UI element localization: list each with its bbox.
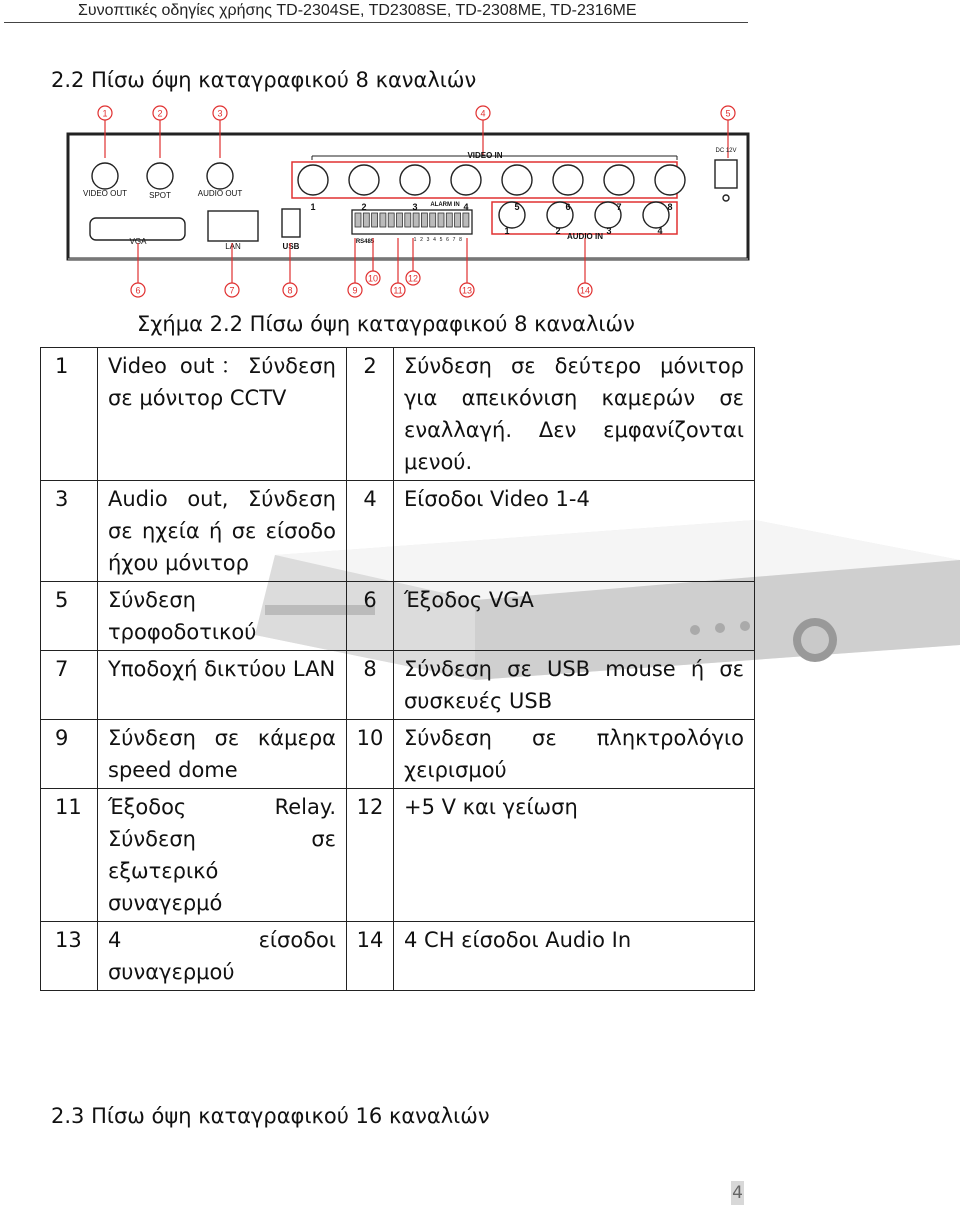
callout-number: 10 bbox=[367, 273, 379, 284]
terminal-pin bbox=[421, 213, 427, 227]
video-in-number: 3 bbox=[412, 202, 418, 212]
label-video-out: VIDEO OUT bbox=[82, 189, 128, 198]
video-in-number: 5 bbox=[514, 202, 520, 212]
table-row bbox=[41, 481, 755, 582]
part-number-left: 1 bbox=[41, 348, 98, 481]
audio-in-number: 2 bbox=[555, 226, 561, 236]
part-description-right: Σύνδεση σε USB mouse ή σε συσκευές USB bbox=[394, 651, 755, 720]
header-divider bbox=[4, 22, 748, 23]
callout-number: 5 bbox=[725, 108, 731, 119]
callout-number: 6 bbox=[135, 285, 141, 296]
terminal-pin bbox=[446, 213, 452, 227]
part-description-right: +5 V και γείωση bbox=[394, 789, 755, 922]
audio-in-connector bbox=[643, 202, 669, 228]
figure-caption: Σχήμα 2.2 Πίσω όψη καταγραφικού 8 καναλιών bbox=[137, 312, 635, 336]
label-rs485: RS485 bbox=[355, 239, 375, 245]
label-audio-in: AUDIO IN bbox=[567, 232, 603, 241]
label-audio-out: AUDIO OUT bbox=[197, 189, 243, 198]
part-description-right: 4 CH είσοδοι Audio In bbox=[394, 922, 755, 991]
video-in-connector bbox=[655, 165, 685, 195]
part-description-right: Έξοδος VGA bbox=[394, 582, 755, 651]
section-title-16ch: 2.3 Πίσω όψη καταγραφικού 16 καναλιών bbox=[51, 1104, 490, 1128]
part-description-left: Σύνδεση τροφοδοτικού bbox=[98, 582, 347, 651]
part-number-right: 14 bbox=[347, 922, 394, 991]
parts-table bbox=[40, 347, 755, 991]
callout-number: 7 bbox=[229, 285, 235, 296]
alarm-number: 2 bbox=[420, 237, 423, 243]
table-row bbox=[41, 720, 755, 789]
part-description-right: Είσοδοι Video 1-4 bbox=[394, 481, 755, 582]
label-alarm-in: ALARM IN bbox=[430, 202, 460, 208]
video-in-connector bbox=[553, 165, 583, 195]
label-vga: VGA bbox=[129, 237, 147, 246]
terminal-pin bbox=[397, 213, 403, 227]
label-spot: SPOT bbox=[149, 191, 171, 200]
audio-in-number: 4 bbox=[657, 226, 663, 236]
video-in-number: 1 bbox=[310, 202, 316, 212]
terminal-pin bbox=[363, 213, 369, 227]
alarm-number: 4 bbox=[433, 237, 436, 243]
section-title-8ch: 2.2 Πίσω όψη καταγραφικού 8 καναλιών bbox=[51, 68, 477, 92]
callout-number: 1 bbox=[102, 108, 108, 119]
part-description-right: Σύνδεση σε δεύτερο μόνιτορ για απεικόνιση καμερών σε εναλλαγή. Δεν εμφανίζονται μενού. bbox=[394, 348, 755, 481]
part-number-right: 6 bbox=[347, 582, 394, 651]
page-number: 4 bbox=[732, 1183, 743, 1203]
part-number-left: 11 bbox=[41, 789, 98, 922]
part-number-left: 5 bbox=[41, 582, 98, 651]
terminal-pin bbox=[430, 213, 436, 227]
callout-number: 13 bbox=[461, 285, 473, 296]
video-in-connector bbox=[400, 165, 430, 195]
video-in-connector bbox=[502, 165, 532, 195]
part-number-left: 13 bbox=[41, 922, 98, 991]
table-row bbox=[41, 922, 755, 991]
terminal-pin bbox=[372, 213, 378, 227]
table-row bbox=[41, 582, 755, 651]
terminal-pin bbox=[463, 213, 469, 227]
terminal-pin bbox=[355, 213, 361, 227]
callout-number: 8 bbox=[287, 285, 293, 296]
label-dc: DC 12V bbox=[715, 148, 737, 154]
video-in-connector bbox=[451, 165, 481, 195]
video-in-number: 6 bbox=[565, 202, 571, 212]
terminal-pin bbox=[413, 213, 419, 227]
part-number-right: 8 bbox=[347, 651, 394, 720]
part-number-right: 2 bbox=[347, 348, 394, 481]
callout-number: 11 bbox=[393, 285, 403, 296]
alarm-number: 5 bbox=[439, 237, 443, 243]
page-header bbox=[0, 0, 960, 28]
alarm-number: 6 bbox=[446, 237, 449, 243]
label-video-in: VIDEO IN bbox=[467, 151, 503, 160]
video-in-connector bbox=[349, 165, 379, 195]
audio-in-number: 3 bbox=[606, 226, 612, 236]
table-row bbox=[41, 348, 755, 481]
video-in-number: 2 bbox=[361, 202, 367, 212]
callout-number: 3 bbox=[217, 108, 223, 119]
callout-number: 12 bbox=[407, 273, 419, 284]
terminal-pin bbox=[388, 213, 394, 227]
part-description-left: 4 είσοδοι συναγερμού bbox=[98, 922, 347, 991]
audio-in-connector bbox=[499, 202, 525, 228]
part-number-right: 10 bbox=[347, 720, 394, 789]
part-description-left: Έξοδος Relay. Σύνδεση σε εξωτερικό συναγερμό bbox=[98, 789, 347, 922]
part-number-left: 9 bbox=[41, 720, 98, 789]
label-usb: USB bbox=[282, 242, 300, 251]
video-in-connector bbox=[604, 165, 634, 195]
label-lan: LAN bbox=[225, 242, 241, 251]
part-number-left: 7 bbox=[41, 651, 98, 720]
part-description-left: Video out：Σύνδεση σε μόνιτορ CCTV bbox=[98, 348, 347, 481]
audio-in-number: 1 bbox=[504, 226, 510, 236]
terminal-pin bbox=[380, 213, 386, 227]
video-in-number: 7 bbox=[616, 202, 622, 212]
alarm-number: 3 bbox=[426, 237, 430, 243]
header-text: Συνοπτικές οδηγίες χρήσης TD-2304SE, TD2308SE, TD-2308ME, TD-2316ME bbox=[78, 2, 637, 19]
callout-number: 4 bbox=[480, 108, 486, 119]
video-in-number: 8 bbox=[667, 202, 673, 212]
part-description-left: Υποδοχή δικτύου LAN bbox=[98, 651, 347, 720]
terminal-pin bbox=[438, 213, 444, 227]
terminal-pin bbox=[455, 213, 461, 227]
alarm-number: 8 bbox=[459, 237, 462, 243]
alarm-number: 1 bbox=[413, 237, 417, 243]
part-description-left: Audio out, Σύνδεση σε ηχεία ή σε είσοδο ήχου μόνιτορ bbox=[98, 481, 347, 582]
callout-number: 9 bbox=[352, 285, 358, 296]
part-number-right: 12 bbox=[347, 789, 394, 922]
callout-number: 2 bbox=[157, 108, 163, 119]
part-description-right: Σύνδεση σε πληκτρολόγιο χειρισμού bbox=[394, 720, 755, 789]
table-row bbox=[41, 651, 755, 720]
callout-number: 14 bbox=[579, 285, 591, 296]
alarm-number: 7 bbox=[452, 237, 456, 243]
rear-panel-diagram bbox=[60, 98, 760, 303]
terminal-pin bbox=[405, 213, 411, 227]
part-description-left: Σύνδεση σε κάμερα speed dome bbox=[98, 720, 347, 789]
video-in-connector bbox=[298, 165, 328, 195]
part-number-left: 3 bbox=[41, 481, 98, 582]
table-row bbox=[41, 789, 755, 922]
video-in-number: 4 bbox=[463, 202, 469, 212]
part-number-right: 4 bbox=[347, 481, 394, 582]
